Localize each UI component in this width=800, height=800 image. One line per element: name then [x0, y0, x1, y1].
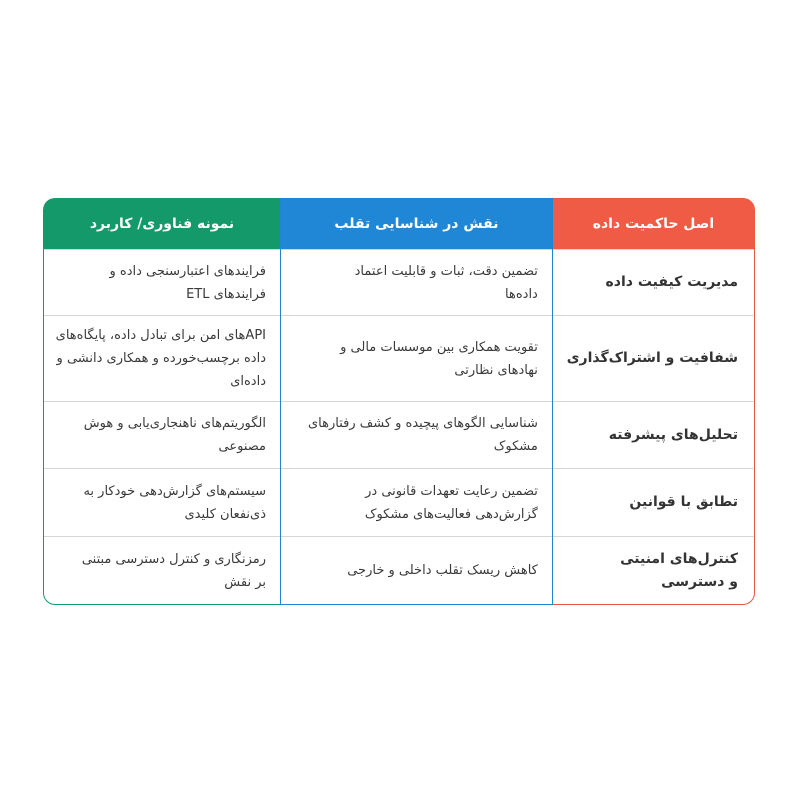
principle-cell: تحلیل‌های پیشرفته — [553, 401, 754, 468]
column-role — [280, 198, 553, 605]
column-principle — [553, 198, 755, 605]
principle-cell: شفافیت و اشتراک‌گذاری — [553, 315, 754, 401]
principle-cell: تطابق با قوانین — [553, 468, 754, 536]
tech-cell: الگوریتم‌های ناهنجاری‌یابی و هوش مصنوعی — [44, 401, 280, 468]
header-principle: اصل حاکمیت داده — [553, 199, 754, 249]
role-cell: تضمین رعایت تعهدات قانونی در گزارش‌دهی فعالیت‌های مشکوک — [281, 468, 552, 536]
governance-table — [43, 198, 755, 605]
header-tech: نمونه فناوری/ کاربرد — [44, 199, 280, 249]
column-tech — [43, 198, 280, 605]
tech-cell: سیستم‌های گزارش‌دهی خودکار به ذی‌نفعان کلیدی — [44, 468, 280, 536]
tech-cell: رمزنگاری و کنترل دسترسی مبتنی بر نقش — [44, 536, 280, 604]
header-role: نقش در شناسایی تقلب — [281, 199, 552, 249]
role-cell: تضمین دقت، ثبات و قابلیت اعتماد داده‌ها — [281, 249, 552, 315]
principle-cell: کنترل‌های امنیتی و دسترسی — [553, 536, 754, 604]
tech-cell: فرایندهای اعتبارسنجی داده و فرایندهای ETL — [44, 249, 280, 315]
principle-cell: مدیریت کیفیت داده — [553, 249, 754, 315]
role-cell: شناسایی الگوهای پیچیده و کشف رفتارهای مشکوک — [281, 401, 552, 468]
role-cell: کاهش ریسک تقلب داخلی و خارجی — [281, 536, 552, 604]
role-cell: تقویت همکاری بین موسسات مالی و نهادهای نظارتی — [281, 315, 552, 401]
tech-cell: APIهای امن برای تبادل داده، پایگاه‌های داده برچسب‌خورده و همکاری دانشی و داده‌ای — [44, 315, 280, 401]
